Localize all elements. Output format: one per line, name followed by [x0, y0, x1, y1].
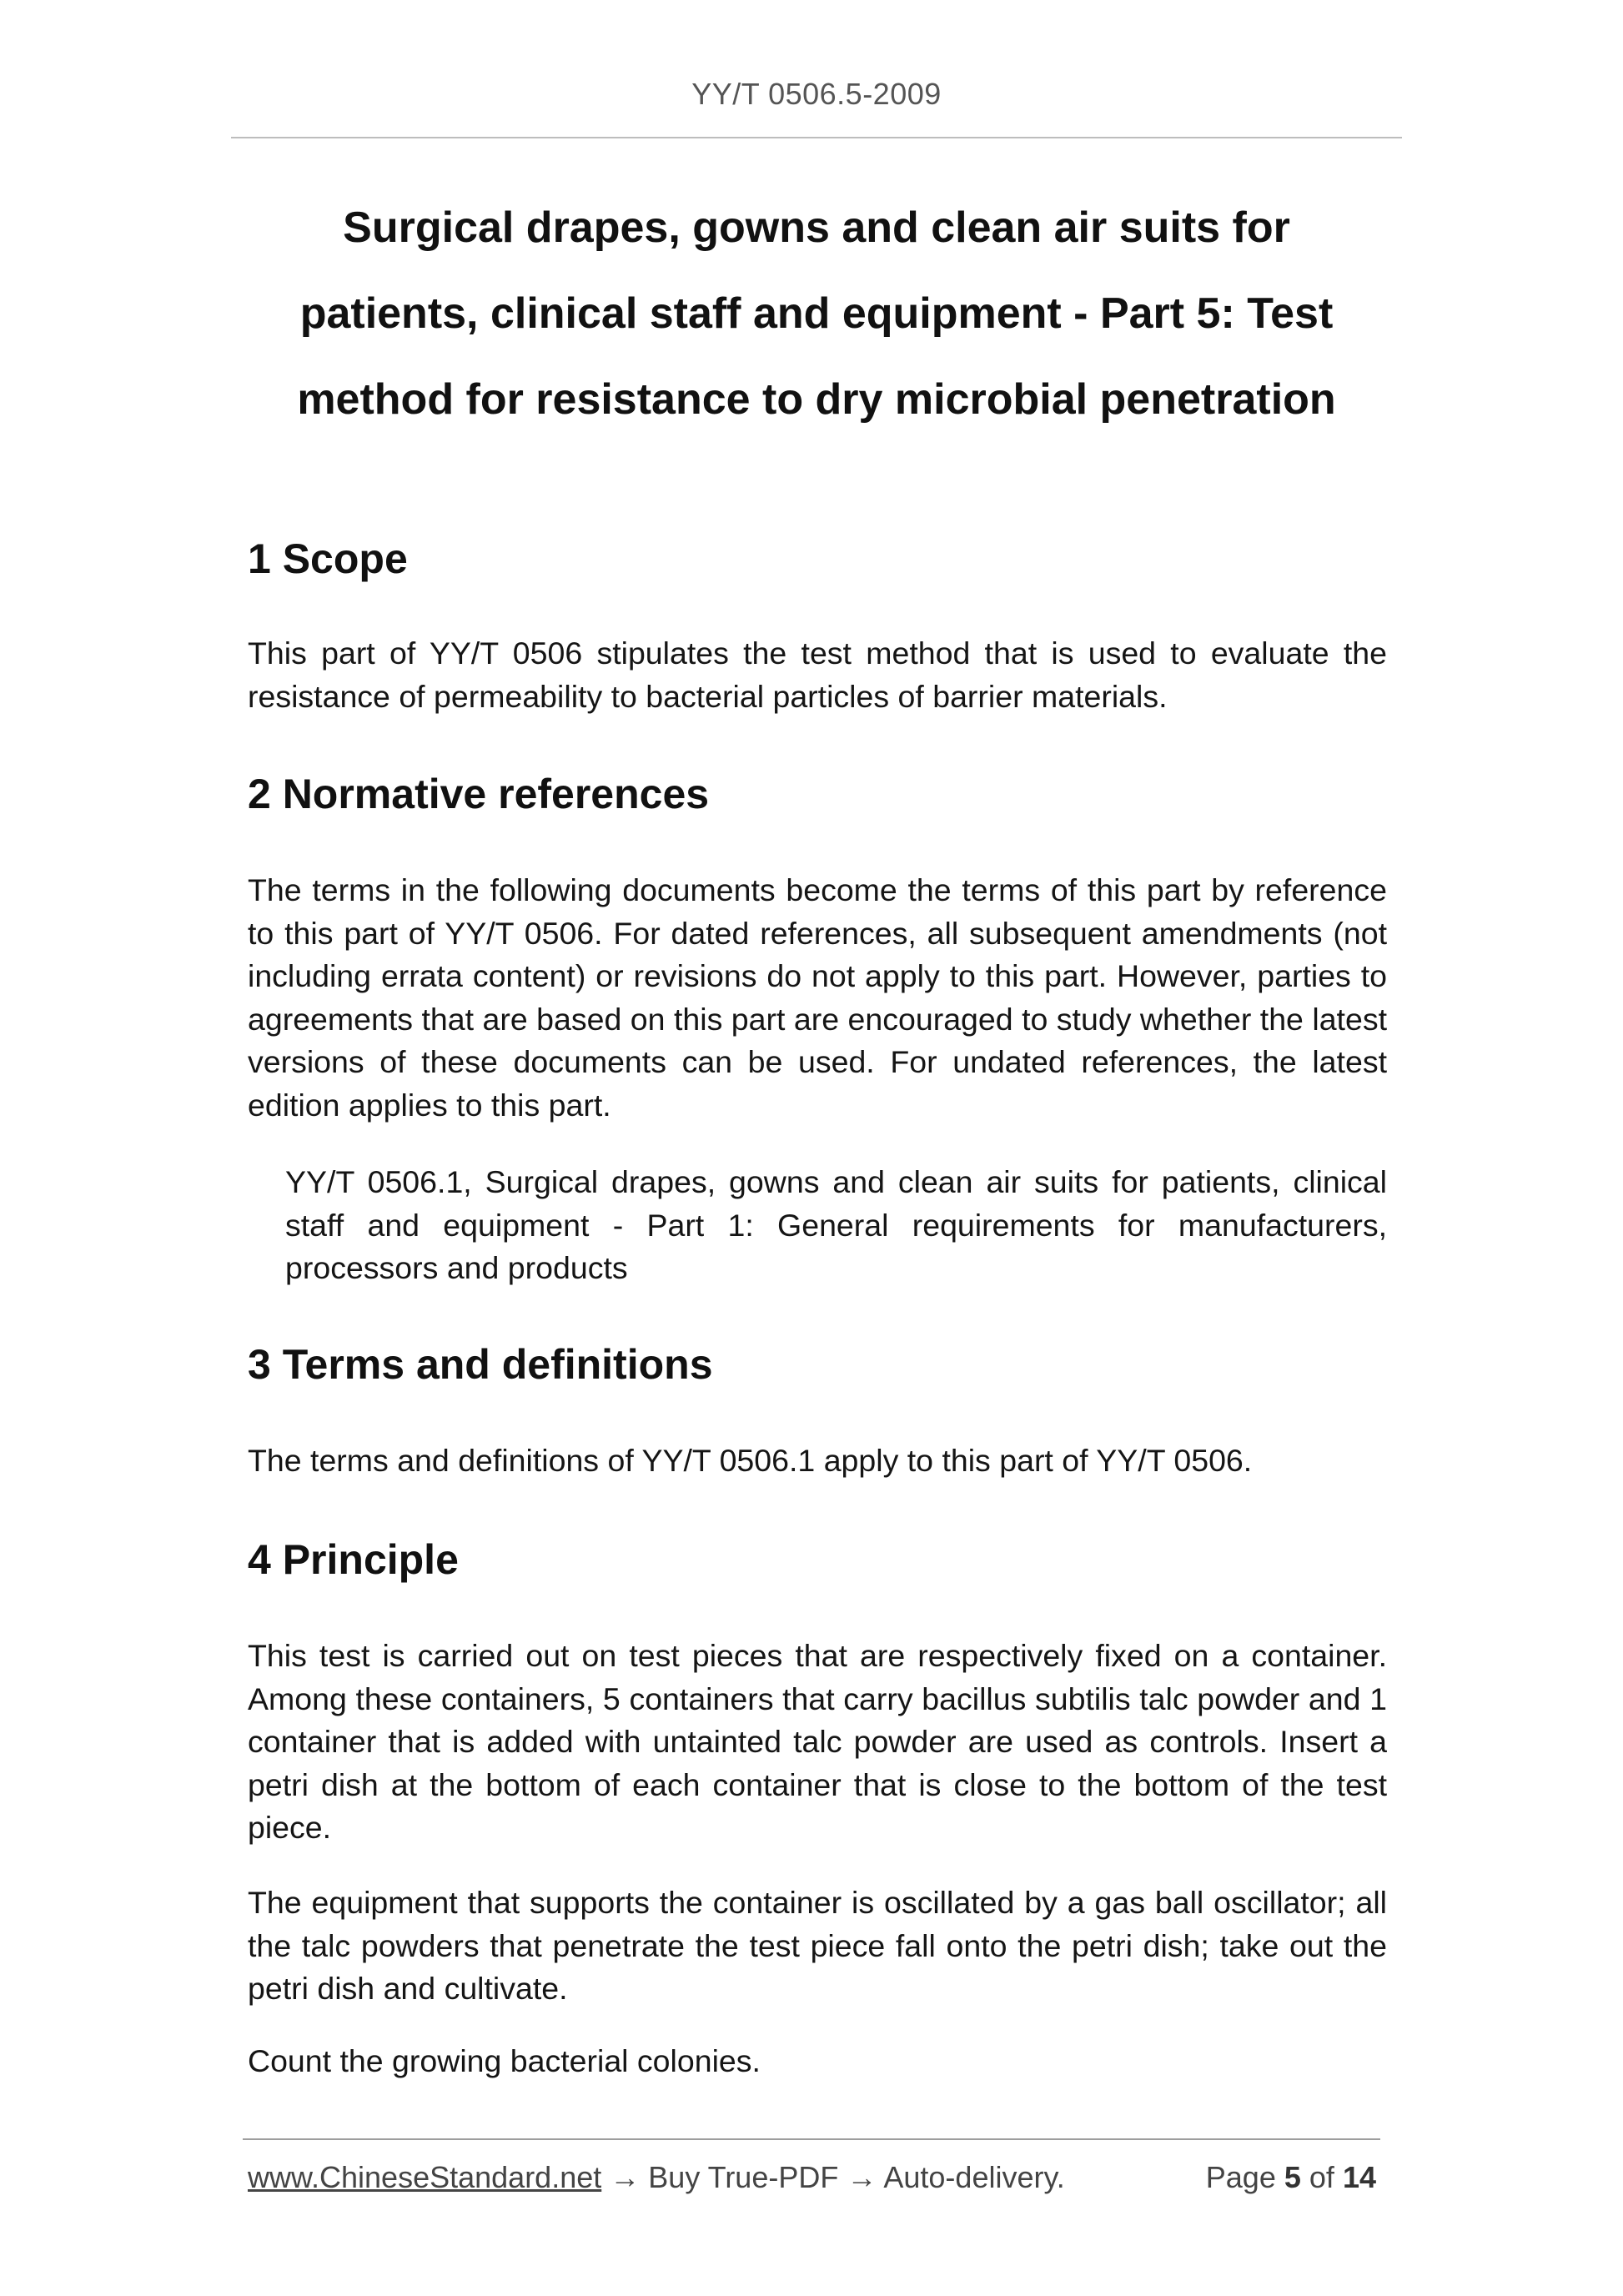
title-line-2: patients, clinical staff and equipment - Part 5: Test	[299, 289, 1334, 338]
title-line-3: method for resistance to dry microbial penetration	[297, 375, 1336, 424]
footer-arrow-icon: →	[610, 2160, 641, 2194]
section-heading-principle: 4 Principle	[248, 1536, 459, 1583]
normative-references-paragraph: The terms in the following documents become the terms of this part by reference to this part of YY/T 0506. For dated references, all subsequent amendments (not including errata content) or revisions do not apply to this part. However, parties to agreements that are based on this part are encouraged to study whether the latest versions of these documents can be used. For undated references, the latest edition applies to this part.	[248, 872, 1387, 1123]
normative-reference-item: YY/T 0506.1, Surgical drapes, gowns and clean air suits for patients, clinical staff and equipment - Part 1: General requirements for manufacturers, processors and products	[285, 1164, 1387, 1285]
footer-page-label: Page	[1205, 2160, 1276, 2194]
section-heading-normative-references: 2 Normative references	[248, 771, 710, 817]
footer-page-number	[1206, 2160, 1376, 2195]
footer-current-page: 5	[1284, 2160, 1301, 2194]
footer-promo	[248, 2160, 1065, 2195]
document-title	[248, 185, 1385, 443]
terms-definitions-paragraph: The terms and definitions of YY/T 0506.1 apply to this part of YY/T 0506.	[248, 1443, 1253, 1478]
scope-paragraph: This part of YY/T 0506 stipulates the test method that is used to evaluate the resistance of permeability to bacterial particles of barrier materials.	[248, 636, 1387, 714]
title-line-1: Surgical drapes, gowns and clean air suits for	[343, 203, 1290, 252]
footer-divider	[243, 2138, 1380, 2140]
section-heading-scope: 1 Scope	[248, 535, 408, 582]
footer-delivery-text: Auto-delivery.	[883, 2160, 1065, 2194]
principle-paragraph-3: Count the growing bacterial colonies.	[248, 2043, 761, 2078]
footer-total-pages: 14	[1342, 2160, 1376, 2194]
footer-site-link[interactable]: www.ChineseStandard.net	[248, 2160, 602, 2194]
page-header-standard-code: YY/T 0506.5-2009	[691, 77, 942, 111]
section-heading-terms-definitions: 3 Terms and definitions	[248, 1341, 713, 1388]
principle-paragraph-1: This test is carried out on test pieces that are respectively fixed on a container. Among these containers, 5 containers that carry bacillus subtilis talc powder and 1 container that is added with untainted talc powder are used as controls. Insert a petri dish at the bottom of each container that is close to the bottom of the test piece.	[248, 1638, 1387, 1845]
footer-buy-text: Buy True-PDF	[648, 2160, 839, 2194]
footer-arrow-icon: →	[847, 2160, 877, 2194]
footer-of-label: of	[1309, 2160, 1334, 2194]
principle-paragraph-2: The equipment that supports the container is oscillated by a gas ball oscillator; all the talc powders that penetrate the test piece fall onto the petri dish; take out the petri dish and cultivate.	[248, 1885, 1387, 2006]
header-divider	[231, 137, 1402, 138]
